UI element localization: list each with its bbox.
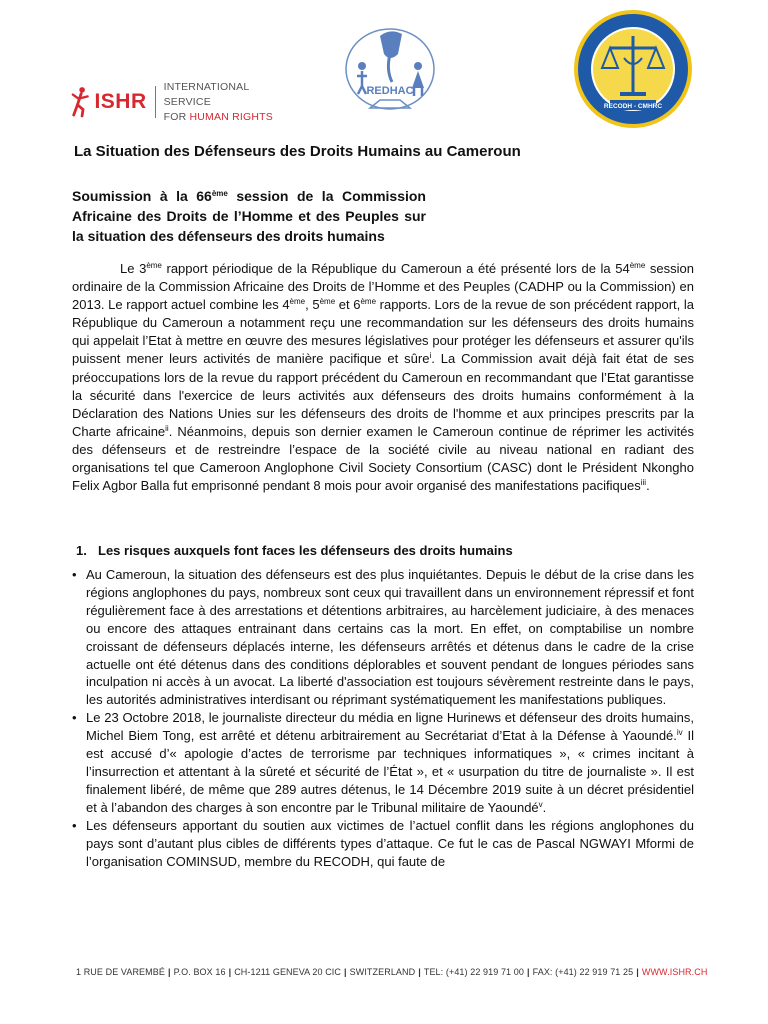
bullet-text-3: Les défenseurs apportant du soutien aux victimes de l’actuel conflit dans les régions anglophones du pays sont d’autant plus cibles de différents types d’attaque. Ce fut le cas de Pascal NGWAYI Mformi de l’organisation COMINSUD, membre du RECODH, qui faute de (86, 817, 694, 869)
footer-separator: | (526, 967, 530, 977)
bullet-text-2b: Il est accusé d’« apologie d’actes de terrorisme par techniques informatiques », « crimes incitant à l’insurrection et attentant à la sûreté et sécurité de l’État », et « usurpation du titre de journaliste ». Il est finalement libéré, de même que 289 autres détenus, le 14 Décembre 2019 suite à un décret présidentiel et à l’abandon des charges à son encontre par le Tribunal militaire de Yaoundé (86, 728, 694, 815)
intro-text-3: session ordinaire de la Commission Africaine des Droits de l’Homme et des Peuples (CADHP ou la Commission) en 2013. Le rapport actuel combine les 4 (72, 261, 694, 313)
bullet-text-2a: Le 23 Octobre 2018, le journaliste directeur du média en ligne Hurinews et défenseur des droits humains, Michel Biem Tong, est arrêté et détenu arbitrairement au Secrétariat d’Etat à la Défense à Yaoundé. (86, 710, 694, 744)
submission-line-1-b: session de la Commission (227, 188, 426, 204)
bullet-text-1: Au Cameroun, la situation des défenseurs est des plus inquiétantes. Depuis le début de la crise dans les régions anglophones du pays, nombreux sont ceux qui travaillent dans un environnement répressif et font régulièrement face à des arrestations et détentions arbitraires, au harcèlement judiciaire, à des menaces ou encore des attaques entrainant dans certains cas la mort. En effet, on comptabilise un nombre croissant de défenseurs déplacés interne, les défenseurs arrêtés et détenus dans le cadre de la crise actuelle ont été détenus dans des conditions déplorables et souvent pendant de longues périodes sans inculpation ni accès à un avocat. La liberté d'association est toujours sévèrement restreinte dans le pays, les autorités administratives interdisant ou réprimant systématiquement les manifestations publiques. (86, 567, 694, 708)
ishr-wordmark: ISHR (94, 90, 147, 113)
page-footer (76, 967, 708, 977)
ishr-figure-icon (70, 85, 90, 119)
redhac-logo (340, 24, 440, 114)
intro-sup-5: ème (360, 297, 377, 307)
footer-website-link[interactable]: WWW.ISHR.CH (641, 967, 708, 977)
footer-tel: TEL: (+41) 22 919 71 00 (423, 967, 524, 977)
intro-paragraph (72, 260, 694, 495)
footer-separator: | (167, 967, 171, 977)
list-item (72, 817, 694, 871)
intro-sup-1: ème (146, 261, 162, 270)
footnote-ref-ii[interactable]: ii (165, 423, 169, 433)
submission-line-1-a: Soumission à la 66 (72, 188, 212, 204)
submission-line-1 (72, 186, 426, 206)
section-heading-text: Les risques auxquels font faces les défenseurs des droits humains (98, 543, 513, 558)
intro-sup-3: ème (289, 297, 306, 307)
submission-line-3: la situation des défenseurs des droits humains (72, 228, 385, 244)
bullet-icon: • (72, 817, 77, 833)
list-item (72, 566, 694, 709)
page-title: La Situation des Défenseurs des Droits Humains au Cameroun (74, 143, 521, 160)
intro-text-4: , 5 (305, 297, 320, 313)
submission-sup: ème (211, 189, 228, 198)
ishr-logo (70, 82, 290, 122)
footnote-ref-iv[interactable]: iv (676, 728, 683, 738)
intro-text-2: rapport périodique de la République du Cameroun a été présenté lors de la 54 (161, 261, 630, 276)
footer-separator: | (418, 967, 421, 977)
list-item (72, 709, 694, 816)
recodh-logo-label: RECODH - CMHRC (603, 103, 663, 110)
section-heading-1 (76, 543, 513, 558)
ishr-divider (155, 86, 156, 118)
footer-fax: FAX: (+41) 22 919 71 25 (532, 967, 634, 977)
footnote-ref-i[interactable]: i (429, 351, 432, 361)
footer-country: SWITZERLAND (349, 967, 416, 977)
footer-address: 1 RUE DE VAREMBÉ (76, 967, 165, 977)
footer-po-box: P.O. BOX 16 (173, 967, 226, 977)
intro-text-5: et 6 (335, 297, 361, 313)
intro-text-7: . La Commission avait déjà fait état de ses préoccupations lors de la revue du rapport précédent du Cameroun en recommandant que l’Etat garantisse la sécurité dans l'exercice de leurs activités aux défenseurs des droits humains conformément à la Déclaration des Nations Unies sur les défenseurs des droits de l'homme et aux principes prescrits par la Charte africaine (72, 351, 694, 439)
ishr-subtitle (164, 80, 290, 125)
intro-text-8: . Néanmoins, depuis son dernier examen le Cameroun continue de réprimer les activités des défenseurs et de restreindre l’espace de la société civile au niveau national en radiant des organisations tel que Cameroon Anglophone Civil Society Consortium (CASC) dont le Président Nkongho Felix Agbor Balla fut emprisonné pendant 8 mois pour avoir organisé des manifestations pacifiques (72, 423, 694, 494)
footer-city: CH-1211 GENEVA 20 CIC (234, 967, 341, 977)
ishr-line-2-prefix: FOR (163, 110, 190, 123)
intro-text-9: . (646, 478, 650, 494)
recodh-logo (572, 8, 694, 130)
bullet-icon: • (72, 710, 77, 726)
ishr-line-2-red: HUMAN RIGHTS (189, 110, 273, 123)
intro-sup-2: ème (629, 261, 646, 270)
footer-separator: | (344, 967, 347, 977)
ishr-line-1: INTERNATIONAL SERVICE (163, 80, 250, 108)
footer-separator: | (228, 967, 232, 977)
footnote-ref-v[interactable]: v (538, 799, 543, 809)
intro-text-6: rapports. Lors de la revue de son précédent rapport, la République du Cameroun a notamment reçu une recommandation sur les défenseurs des droits humains qui appelait l’Etat à mettre en œuvre des mesures législatives pour protéger les défenseurs et assurer qu'ils puissent mener leurs activités de manière pacifique et sûre (72, 297, 695, 367)
intro-sup-4: ème (319, 297, 336, 307)
footer-separator: | (636, 967, 639, 977)
bullet-list (72, 566, 694, 870)
bullet-text-2c: . (542, 799, 547, 815)
bullet-icon: • (72, 567, 77, 582)
section-number: 1. (76, 543, 87, 558)
footnote-ref-iii[interactable]: iii (640, 478, 647, 488)
submission-line-2: Africaine des Droits de l’Homme et des Peuples sur (72, 208, 426, 224)
submission-title (72, 186, 426, 246)
intro-text-1: Le 3 (120, 261, 147, 276)
redhac-logo-label: REDHAC (366, 85, 414, 97)
